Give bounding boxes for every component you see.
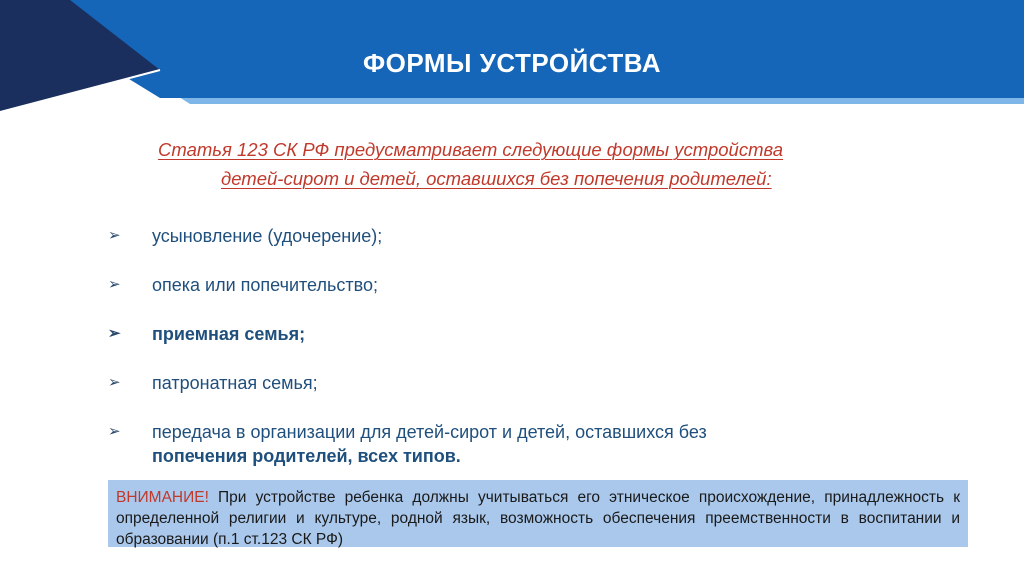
forms-list bbox=[108, 220, 908, 468]
intro-line-2: детей-сирот и детей, оставшихся без попечения родителей: bbox=[221, 168, 772, 189]
intro-line-1: Статья 123 СК РФ предусматривает следующие формы устройства bbox=[158, 139, 784, 160]
list-item bbox=[108, 420, 908, 468]
list-item-text: приемная семья; bbox=[152, 324, 306, 344]
arrow-bullet-icon: ➢ bbox=[108, 276, 121, 293]
arrow-bullet-icon: ➢ bbox=[108, 374, 121, 391]
notice-label: ВНИМАНИЕ! bbox=[116, 489, 209, 506]
arrow-bullet-icon: ➢ bbox=[108, 423, 121, 440]
list-item-text-line-1: передача в организации для детей-сирот и детей, оставшихся без bbox=[152, 422, 707, 442]
notice-text: При устройстве ребенка должны учитываться его этническое происхождение, принадлежность к определенной религии и культуре, родной язык, возможность обеспечения преемственности в воспитании и образовании (п.1 ст.123 СК РФ) bbox=[116, 489, 960, 548]
list-item-text: опека или попечительство; bbox=[152, 275, 378, 295]
list-item bbox=[108, 224, 908, 248]
list-item bbox=[108, 371, 908, 395]
arrow-bullet-icon: ➢ bbox=[108, 227, 121, 244]
page-title: ФОРМЫ УСТРОЙСТВА bbox=[362, 48, 662, 78]
arrow-bullet-icon: ➢ bbox=[108, 325, 121, 342]
notice-box bbox=[108, 480, 968, 547]
intro-text bbox=[140, 135, 900, 193]
list-item bbox=[108, 273, 908, 297]
list-item bbox=[108, 322, 908, 346]
list-item-text: патронатная семья; bbox=[152, 373, 318, 393]
list-item-text-line-2: попечения родителей, всех типов. bbox=[152, 446, 461, 466]
list-item-text: усыновление (удочерение); bbox=[152, 226, 383, 246]
